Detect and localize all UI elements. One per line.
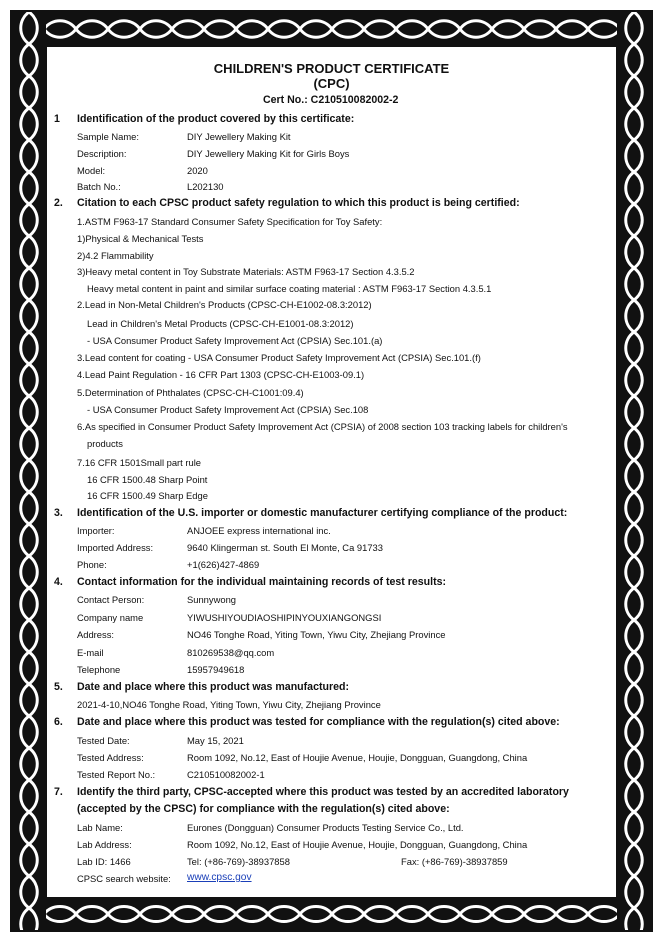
certificate-document — [46, 46, 617, 898]
field-value: L202130 — [187, 181, 224, 192]
section-7-heading-line1: Identify the third party, CPSC-accepted where this product was tested by an accredited laboratory — [77, 786, 569, 798]
field-value: NO46 Tonghe Road, Yiting Town, Yiwu City, Zhejiang Province — [187, 629, 446, 640]
lab-tel: Tel: (+86-769)-38937858 — [187, 856, 290, 867]
lab-fax: Fax: (+86-769)-38937859 — [401, 856, 508, 867]
section-4-heading: Contact information for the individual maintaining records of test results: — [77, 576, 447, 588]
section-5-number: 5. — [54, 681, 63, 693]
section-2-number: 2. — [54, 197, 63, 209]
section-3-heading: Identification of the U.S. importer or domestic manufacturer certifying compliance of the product: — [77, 507, 568, 519]
manufacture-date-place: 2021-4-10,NO46 Tonghe Road, Yiting Town, Yiwu City, Zhejiang Province — [77, 699, 381, 710]
lab-address: Room 1092, No.12, East of Houjie Avenue, Houjie, Dongguan, Guangdong, China — [187, 839, 528, 850]
border-top-pattern — [12, 12, 651, 46]
lab-name: Eurones (Dongguan) Consumer Products Testing Service Co., Ltd. — [187, 822, 464, 833]
regulation-line: 6.As specified in Consumer Product Safety Improvement Act (CPSIA) of 2008 section 103 tracking labels for children's — [77, 421, 568, 432]
field-label: Importer: — [77, 525, 115, 536]
section-3-number: 3. — [54, 507, 63, 519]
regulation-line: 3.Lead content for coating - USA Consumer Product Safety Improvement Act (CPSIA) Sec.101.(f) — [77, 352, 481, 363]
field-value: DIY Jewellery Making Kit — [187, 131, 291, 142]
regulation-line: 1.ASTM F963-17 Standard Consumer Safety Specification for Toy Safety: — [77, 216, 383, 227]
regulation-line: 3)Heavy metal content in Toy Substrate Materials: ASTM F963-17 Section 4.3.5.2 — [77, 266, 415, 277]
field-value: 9640 Klingerman st. South El Monte, Ca 91733 — [187, 542, 383, 553]
field-label: Company name — [77, 612, 144, 623]
regulation-line: - USA Consumer Product Safety Improvement Act (CPSIA) Sec.101.(a) — [87, 335, 383, 346]
field-label: Contact Person: — [77, 594, 145, 605]
regulation-line: 7.16 CFR 1501Small part rule — [77, 457, 202, 468]
section-7-number: 7. — [54, 786, 63, 798]
field-label: Description: — [77, 148, 127, 159]
field-label: Tested Date: — [77, 735, 130, 746]
field-label: Batch No.: — [77, 181, 121, 192]
field-label: Tested Report No.: — [77, 769, 156, 780]
regulation-line: 16 CFR 1500.49 Sharp Edge — [87, 490, 208, 501]
regulation-line: Lead in Children's Metal Products (CPSC-CH-E1001-08.3:2012) — [87, 318, 354, 329]
field-value: May 15, 2021 — [187, 735, 244, 746]
field-label: Telephone — [77, 664, 121, 675]
regulation-line: 2.Lead in Non-Metal Children's Products (CPSC-CH-E1002-08.3:2012) — [77, 299, 372, 310]
section-2-heading: Citation to each CPSC product safety regulation to which this product is being certified: — [77, 197, 520, 209]
regulation-line: - USA Consumer Product Safety Improvement Act (CPSIA) Sec.108 — [87, 404, 369, 415]
field-label: Address: — [77, 629, 114, 640]
field-value: C210510082002-1 — [187, 769, 265, 780]
border-bottom-pattern — [12, 898, 651, 930]
certificate-subtitle: (CPC) — [313, 76, 350, 91]
section-6-number: 6. — [54, 716, 63, 728]
field-label: Tested Address: — [77, 752, 144, 763]
section-1-number: 1 — [54, 113, 60, 125]
field-label: Model: — [77, 165, 106, 176]
section-7-heading-line2: (accepted by the CPSC) for compliance with the regulation(s) cited above: — [77, 803, 450, 815]
field-label: Phone: — [77, 559, 107, 570]
cert-number: Cert No.: C210510082002-2 — [263, 94, 399, 106]
regulation-line: 16 CFR 1500.48 Sharp Point — [87, 474, 208, 485]
section-4-number: 4. — [54, 576, 63, 588]
regulation-line: 1)Physical & Mechanical Tests — [77, 233, 204, 244]
field-value: YIWUSHIYOUDIAOSHIPINYOUXIANGONGSI — [187, 612, 382, 623]
field-label: Lab Name: — [77, 822, 123, 833]
field-value: 15957949618 — [187, 664, 245, 675]
cpsc-search-label: CPSC search website: — [77, 873, 171, 884]
section-1-heading: Identification of the product covered by this certificate: — [77, 113, 355, 125]
regulation-line: Heavy metal content in paint and similar surface coating material : ASTM F963-17 Section 4.3.5.1 — [87, 283, 492, 294]
field-value: Room 1092, No.12, East of Houjie Avenue, Houjie, Dongguan, Guangdong, China — [187, 752, 528, 763]
regulation-line: 5.Determination of Phthalates (CPSC-CH-C1001:09.4) — [77, 387, 304, 398]
regulation-line: 4.Lead Paint Regulation - 16 CFR Part 1303 (CPSC-CH-E1003-09.1) — [77, 369, 365, 380]
field-value: 2020 — [187, 165, 208, 176]
section-5-heading: Date and place where this product was manufactured: — [77, 681, 349, 693]
field-value: +1(626)427-4869 — [187, 559, 260, 570]
regulation-line: 2)4.2 Flammability — [77, 250, 154, 261]
field-value: ANJOEE express international inc. — [187, 525, 331, 536]
lab-id: Lab ID: 1466 — [77, 856, 131, 867]
field-label: E-mail — [77, 647, 104, 658]
field-label: Sample Name: — [77, 131, 140, 142]
field-value: Sunnywong — [187, 594, 236, 605]
cpsc-website-link[interactable]: www.cpsc.gov — [187, 872, 252, 883]
field-label: Imported Address: — [77, 542, 154, 553]
border-right-pattern — [617, 12, 651, 930]
regulation-line: products — [87, 438, 123, 449]
field-value: 810269538@qq.com — [187, 647, 275, 658]
certificate-title: CHILDREN'S PRODUCT CERTIFICATE — [213, 61, 450, 76]
field-value: DIY Jewellery Making Kit for Girls Boys — [187, 148, 350, 159]
field-label: Lab Address: — [77, 839, 132, 850]
border-left-pattern — [12, 12, 46, 930]
section-6-heading: Date and place where this product was tested for compliance with the regulation(s) cited above: — [77, 716, 560, 728]
